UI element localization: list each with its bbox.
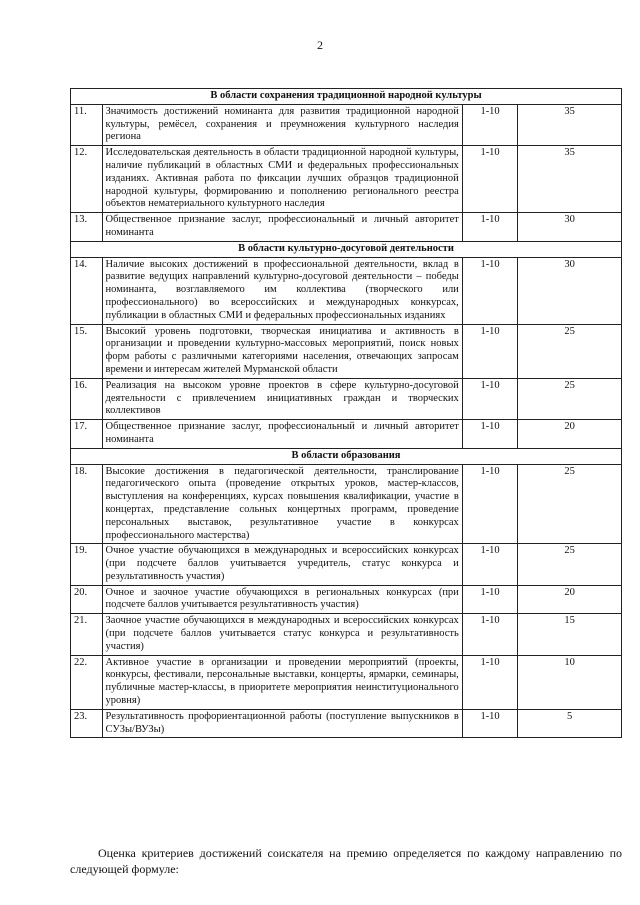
criterion-text: Реализация на высоком уровне проектов в сфере культурно-досуговой деятельности с привлечением инициативных граждан и творческих коллективов xyxy=(102,378,462,419)
score-range: 1-10 xyxy=(462,420,518,449)
table-row xyxy=(71,709,622,738)
score-range: 1-10 xyxy=(462,257,518,324)
row-number: 14. xyxy=(71,257,103,324)
criterion-text: Исследовательская деятельность в области традиционной народной культуры, наличие публикаций в областных СМИ и федеральных профессиональных изданиях. Активная работа по фиксации лучших образцов традиционной народной культуры, формированию и пополнению регионального реестра объектов нематериального культурного наследия xyxy=(102,146,462,213)
score-range: 1-10 xyxy=(462,709,518,738)
criterion-text: Активное участие в организации и проведении мероприятий (проекты, конкурсы, фестивали, персональные выставки, концерты, ярмарки, семинары, публичные мастер-классы, в приоритете мероприятия неинституционального уровня) xyxy=(102,655,462,709)
section-title: В области образования xyxy=(71,448,622,464)
table-row xyxy=(71,614,622,655)
criterion-text: Очное участие обучающихся в международных и всероссийских конкурсах (при подсчете баллов учитывается учредитель, статус конкурса и результативность участия) xyxy=(102,544,462,585)
max-score: 25 xyxy=(518,464,622,544)
table-row xyxy=(71,420,622,449)
table-row xyxy=(71,213,622,242)
criterion-text: Наличие высоких достижений в профессиональной деятельности, вклад в развитие ведущих направлений культурно-досуговой деятельности – победы номинанта, возглавляемого им коллектива (творческого или профессионального) во всероссийских и международных конкурсах, публикации в областных СМИ и федеральных профессиональных изданиях xyxy=(102,257,462,324)
score-range: 1-10 xyxy=(462,146,518,213)
criterion-text: Результативность профориентационной работы (поступление выпускников в СУЗы/ВУЗы) xyxy=(102,709,462,738)
table-row xyxy=(71,464,622,544)
max-score: 5 xyxy=(518,709,622,738)
score-range: 1-10 xyxy=(462,378,518,419)
score-range: 1-10 xyxy=(462,614,518,655)
section-header-row xyxy=(71,89,622,105)
table-row xyxy=(71,324,622,378)
table-row xyxy=(71,585,622,614)
max-score: 35 xyxy=(518,146,622,213)
row-number: 21. xyxy=(71,614,103,655)
row-number: 20. xyxy=(71,585,103,614)
table-row xyxy=(71,544,622,585)
max-score: 30 xyxy=(518,257,622,324)
max-score: 35 xyxy=(518,104,622,145)
row-number: 15. xyxy=(71,324,103,378)
page-number: 2 xyxy=(317,38,323,52)
max-score: 20 xyxy=(518,420,622,449)
score-range: 1-10 xyxy=(462,104,518,145)
criterion-text: Общественное признание заслуг, профессиональный и личный авторитет номинанта xyxy=(102,420,462,449)
row-number: 17. xyxy=(71,420,103,449)
row-number: 11. xyxy=(71,104,103,145)
score-range: 1-10 xyxy=(462,655,518,709)
row-number: 22. xyxy=(71,655,103,709)
score-range: 1-10 xyxy=(462,544,518,585)
criteria-table-body xyxy=(71,89,622,738)
score-range: 1-10 xyxy=(462,464,518,544)
score-range: 1-10 xyxy=(462,585,518,614)
section-title: В области культурно-досуговой деятельности xyxy=(71,241,622,257)
table-row xyxy=(71,104,622,145)
max-score: 25 xyxy=(518,324,622,378)
max-score: 10 xyxy=(518,655,622,709)
row-number: 16. xyxy=(71,378,103,419)
section-title: В области сохранения традиционной народной культуры xyxy=(71,89,622,105)
table-row xyxy=(71,655,622,709)
table-row xyxy=(71,378,622,419)
row-number: 18. xyxy=(71,464,103,544)
score-range: 1-10 xyxy=(462,213,518,242)
criterion-text: Очное и заочное участие обучающихся в региональных конкурсах (при подсчете баллов учитывается результативность участия) xyxy=(102,585,462,614)
table-row xyxy=(71,146,622,213)
criteria-table xyxy=(70,88,622,738)
max-score: 30 xyxy=(518,213,622,242)
row-number: 13. xyxy=(71,213,103,242)
criterion-text: Высокие достижения в педагогической деятельности, транслирование педагогического опыта (проведение открытых уроков, мастер-классов, выступления на конференциях, курсах повышения квалификации, участие в концертах, представление сольных концертных программ, проведение персональных выставок, результативное участие в конкурсах профессионального мастерства) xyxy=(102,464,462,544)
max-score: 25 xyxy=(518,544,622,585)
formula-intro-text: Оценка критериев достижений соискателя на премию определяется по каждому направлению по следующей формуле: xyxy=(70,846,622,876)
section-header-row xyxy=(71,448,622,464)
criterion-text: Значимость достижений номинанта для развития традиционной народной культуры, ремёсел, сохранения и преумножения культурного наследия региона xyxy=(102,104,462,145)
row-number: 19. xyxy=(71,544,103,585)
max-score: 20 xyxy=(518,585,622,614)
score-range: 1-10 xyxy=(462,324,518,378)
max-score: 25 xyxy=(518,378,622,419)
criterion-text: Заочное участие обучающихся в международных и всероссийских конкурсах (при подсчете баллов учитывается статус конкурса и результативность участия) xyxy=(102,614,462,655)
row-number: 23. xyxy=(71,709,103,738)
table-row xyxy=(71,257,622,324)
row-number: 12. xyxy=(71,146,103,213)
section-header-row xyxy=(71,241,622,257)
criterion-text: Высокий уровень подготовки, творческая инициатива и активность в организации и проведении культурно-массовых мероприятий, поиск новых форм работы с различными категориями населения, отвечающих запросам времени и интересам жителей Мурманской области xyxy=(102,324,462,378)
max-score: 15 xyxy=(518,614,622,655)
criterion-text: Общественное признание заслуг, профессиональный и личный авторитет номинанта xyxy=(102,213,462,242)
